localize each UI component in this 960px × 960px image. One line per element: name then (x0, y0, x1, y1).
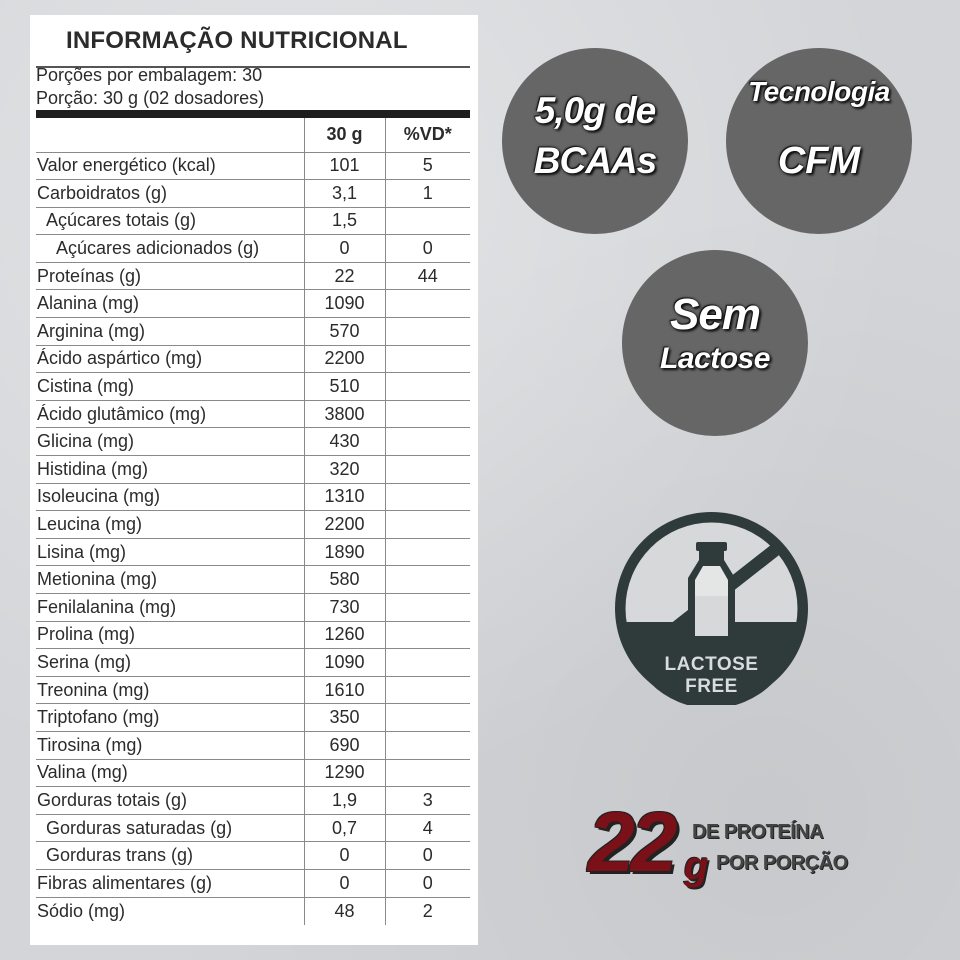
nutrient-daily-value (385, 649, 470, 677)
nutrient-daily-value: 2 (385, 897, 470, 925)
header-serving: 30 g (304, 118, 385, 152)
nutrient-name: Carboidratos (g) (36, 180, 304, 208)
nutrient-name: Açúcares adicionados (g) (36, 235, 304, 263)
table-row (36, 207, 470, 235)
table-row (36, 759, 470, 787)
nutrient-name: Ácido glutâmico (mg) (36, 400, 304, 428)
table-row (36, 787, 470, 815)
nutrient-daily-value (385, 704, 470, 732)
nutrient-name: Lisina (mg) (36, 538, 304, 566)
lactose-free-icon (615, 512, 808, 705)
nutrient-daily-value (385, 400, 470, 428)
nutrient-name: Arginina (mg) (36, 318, 304, 346)
nutrient-name: Gorduras totais (g) (36, 787, 304, 815)
table-row (36, 511, 470, 539)
nutrient-daily-value (385, 207, 470, 235)
table-row (36, 262, 470, 290)
nutrient-value: 580 (304, 566, 385, 594)
table-row (36, 649, 470, 677)
nutrient-value: 1310 (304, 483, 385, 511)
nutrient-name: Fibras alimentares (g) (36, 869, 304, 897)
nutrient-value: 1260 (304, 621, 385, 649)
nutrient-value: 2200 (304, 345, 385, 373)
nutrient-daily-value (385, 318, 470, 346)
nutrient-name: Prolina (mg) (36, 621, 304, 649)
nutrition-facts-panel (30, 15, 478, 945)
table-row (36, 400, 470, 428)
nutrient-daily-value (385, 621, 470, 649)
nutrient-name: Cistina (mg) (36, 373, 304, 401)
table-row (36, 594, 470, 622)
nutrient-daily-value (385, 511, 470, 539)
nutrient-daily-value: 0 (385, 842, 470, 870)
nutrient-daily-value (385, 345, 470, 373)
table-row (36, 869, 470, 897)
nutrient-daily-value: 5 (385, 152, 470, 180)
table-header-row (36, 118, 470, 152)
nutrient-daily-value: 3 (385, 787, 470, 815)
table-row (36, 814, 470, 842)
nutrient-value: 2200 (304, 511, 385, 539)
protein-amount: 22 (588, 795, 674, 889)
table-row (36, 456, 470, 484)
nutrient-name: Alanina (mg) (36, 290, 304, 318)
nutrient-value: 3,1 (304, 180, 385, 208)
nutrient-value: 570 (304, 318, 385, 346)
bcaa-badge-line1: 5,0g de (534, 90, 656, 131)
nutrient-value: 1090 (304, 649, 385, 677)
table-row (36, 290, 470, 318)
table-row (36, 180, 470, 208)
nutrient-daily-value (385, 676, 470, 704)
nutrient-value: 22 (304, 262, 385, 290)
thick-divider (36, 110, 470, 118)
nutrient-value: 48 (304, 897, 385, 925)
nutrient-value: 0 (304, 235, 385, 263)
nutrient-value: 1,5 (304, 207, 385, 235)
nutrient-daily-value (385, 456, 470, 484)
nutrient-value: 1610 (304, 676, 385, 704)
nutrition-table (36, 118, 470, 925)
nutrient-daily-value (385, 290, 470, 318)
nutrient-value: 101 (304, 152, 385, 180)
nutrient-value: 430 (304, 428, 385, 456)
nutrient-name: Sódio (mg) (37, 900, 126, 921)
nutrient-daily-value: 4 (385, 814, 470, 842)
nutrient-name: Metionina (mg) (36, 566, 304, 594)
nutrient-value: 3800 (304, 400, 385, 428)
nutrient-name: Treonina (mg) (36, 676, 304, 704)
table-row (36, 152, 470, 180)
nutrient-daily-value (385, 731, 470, 759)
lactose-badge (622, 250, 808, 436)
nutrient-daily-value (385, 759, 470, 787)
lactose-free-line1: LACTOSE (664, 654, 759, 675)
protein-unit: g (684, 844, 709, 888)
nutrition-rows (36, 152, 470, 925)
table-row (36, 483, 470, 511)
nutrient-name: Leucina (mg) (36, 511, 304, 539)
technology-badge-line1: Tecnologia (748, 76, 890, 107)
nutrient-value: 1,9 (304, 787, 385, 815)
nutrient-value: 320 (304, 456, 385, 484)
table-row (36, 566, 470, 594)
nutrient-daily-value (385, 428, 470, 456)
nutrient-value: 0,7 (304, 814, 385, 842)
nutrient-name: Histidina (mg) (36, 456, 304, 484)
nutrient-value: 0 (304, 869, 385, 897)
nutrient-daily-value: 1 (385, 180, 470, 208)
protein-caption-line1: DE PROTEÍNA (692, 821, 824, 843)
nutrient-value: 0 (304, 842, 385, 870)
table-row (36, 897, 470, 925)
technology-badge-line2: CFM (777, 140, 861, 182)
header-daily-value: %VD* (385, 118, 470, 152)
nutrient-name: Valina (mg) (36, 759, 304, 787)
nutrient-daily-value (385, 373, 470, 401)
nutrient-value: 1290 (304, 759, 385, 787)
nutrient-name: Açúcares totais (g) (36, 207, 304, 235)
nutrient-daily-value: 0 (385, 869, 470, 897)
bcaa-badge (502, 48, 688, 234)
table-row (36, 318, 470, 346)
nutrient-value: 730 (304, 594, 385, 622)
nutrient-daily-value: 0 (385, 235, 470, 263)
servings-per-package: Porções por embalagem: 30 (36, 65, 263, 85)
table-row (36, 428, 470, 456)
protein-caption-line2: POR PORÇÃO (716, 852, 848, 874)
nutrient-name: Tirosina (mg) (36, 731, 304, 759)
nutrient-name: Proteínas (g) (36, 262, 304, 290)
nutrient-name: Gorduras saturadas (g) (36, 814, 304, 842)
table-row (36, 373, 470, 401)
nutrient-daily-value: 44 (385, 262, 470, 290)
table-row (36, 704, 470, 732)
nutrient-value: 690 (304, 731, 385, 759)
nutrition-title: INFORMAÇÃO NUTRICIONAL (66, 27, 408, 54)
nutrient-daily-value (385, 538, 470, 566)
nutrient-daily-value (385, 483, 470, 511)
nutrient-name: Triptofano (mg) (36, 704, 304, 732)
nutrient-name: Glicina (mg) (36, 428, 304, 456)
table-row (36, 731, 470, 759)
lactose-free-line2: FREE (685, 676, 738, 697)
nutrient-daily-value (385, 594, 470, 622)
lactose-badge-line1: Sem (670, 290, 760, 339)
nutrient-name: Serina (mg) (36, 649, 304, 677)
table-row (36, 842, 470, 870)
table-row (36, 621, 470, 649)
nutrient-daily-value (385, 566, 470, 594)
nutrient-value: 350 (304, 704, 385, 732)
nutrient-name: Valor energético (kcal) (36, 152, 304, 180)
header-nutrient (36, 118, 304, 152)
nutrient-value: 510 (304, 373, 385, 401)
nutrient-name: Isoleucina (mg) (36, 483, 304, 511)
technology-badge (726, 48, 912, 234)
table-row (36, 345, 470, 373)
nutrient-name: Fenilalanina (mg) (36, 594, 304, 622)
nutrient-value: 1890 (304, 538, 385, 566)
table-row (36, 235, 470, 263)
lactose-badge-line2: Lactose (660, 342, 770, 375)
nutrient-name: Ácido aspártico (mg) (36, 345, 304, 373)
table-row (36, 538, 470, 566)
table-row (36, 676, 470, 704)
nutrient-name: Gorduras trans (g) (36, 842, 304, 870)
nutrient-value: 1090 (304, 290, 385, 318)
bcaa-badge-line2: BCAAs (533, 140, 657, 181)
serving-size: Porção: 30 g (02 dosadores) (36, 88, 265, 108)
